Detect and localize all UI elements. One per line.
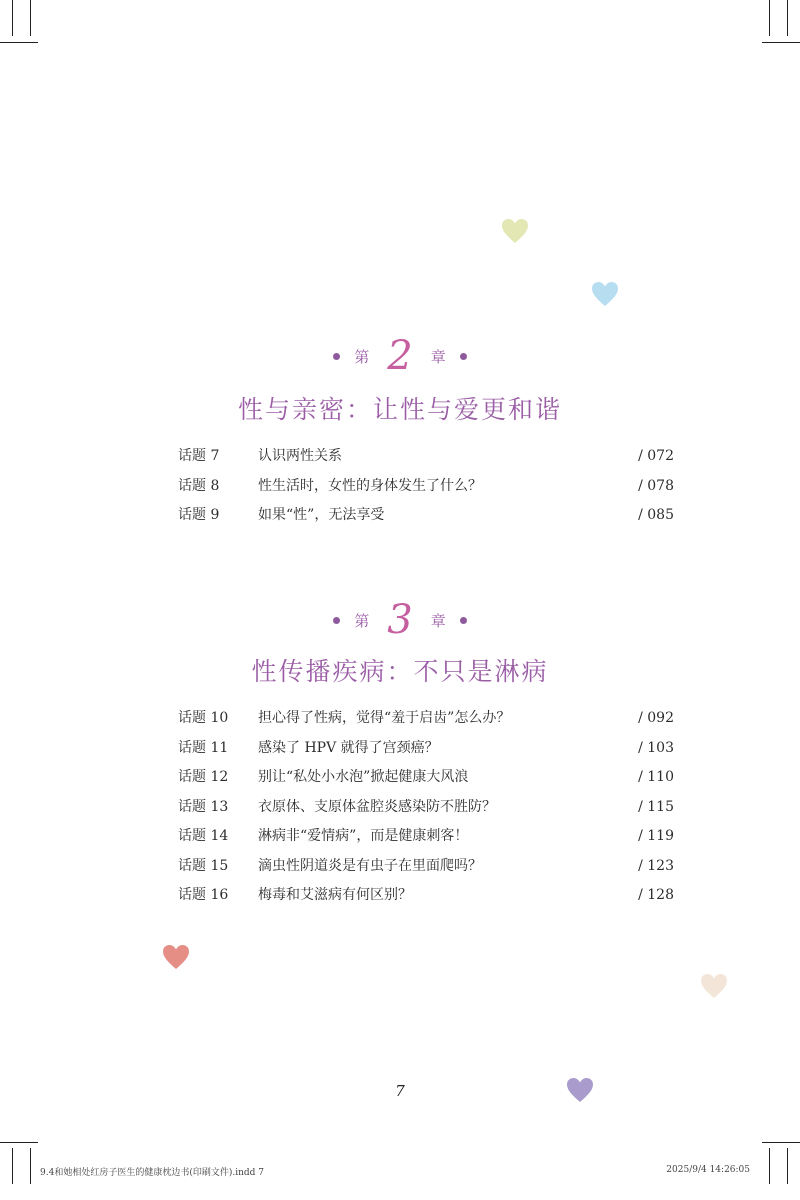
page-ref: / 119 (638, 828, 674, 844)
page-ref: / 092 (638, 710, 674, 726)
toc-entry[interactable] (178, 822, 674, 852)
topic-title: 别让“私处小水泡”掀起健康大风浪 (258, 769, 469, 785)
crop-mark-bottom-right-v2 (787, 1148, 788, 1184)
toc-entry[interactable] (178, 501, 674, 531)
footer-file-info: 9.4和她相处红房子医生的健康枕边书(印刷文件).indd 7 (40, 1168, 264, 1178)
bullet-dot (460, 353, 467, 360)
chapter-number: 2 (387, 333, 413, 379)
crop-mark-bottom-right-h (762, 1142, 800, 1143)
toc-entry[interactable] (178, 881, 674, 911)
bullet-dot (333, 353, 340, 360)
toc-entry[interactable] (178, 734, 674, 764)
crop-mark-bottom-left-v2 (30, 1148, 31, 1184)
crop-mark-top-right-h (762, 42, 800, 43)
topic-title: 认识两性关系 (258, 448, 342, 464)
page-ref: / 110 (638, 769, 674, 785)
chapter-heading (0, 597, 800, 643)
bullet-dot (460, 617, 467, 624)
crop-mark-bottom-left-h (0, 1142, 38, 1143)
topic-title: 衣原体、支原体盆腔炎感染防不胜防？ (258, 798, 496, 815)
topic-title: 如果“性”，无法享受 (258, 507, 385, 523)
topic-label: 话题 9 (178, 507, 220, 523)
topic-label: 话题 13 (178, 798, 229, 815)
toc-entry[interactable] (178, 704, 674, 734)
topic-label: 话题 14 (178, 828, 229, 844)
page-ref: / 072 (638, 448, 674, 464)
topic-title: 淋病非“爱情病”，而是健康刺客！ (258, 828, 469, 844)
crop-mark-top-left-v2 (30, 0, 31, 36)
chapter-word-right: 章 (430, 611, 446, 630)
topic-label: 话题 16 (178, 887, 229, 903)
page-ref: / 103 (638, 739, 674, 756)
topic-label: 话题 10 (178, 710, 229, 726)
topic-title: 滴虫性阴道炎是有虫子在里面爬吗？ (258, 857, 482, 874)
topic-label: 话题 12 (178, 769, 229, 785)
bullet-dot (333, 617, 340, 624)
topic-label: 话题 11 (178, 739, 229, 756)
page-ref: / 123 (638, 857, 674, 874)
page-ref: / 078 (638, 477, 674, 494)
topic-label: 话题 15 (178, 857, 229, 874)
chapter-number: 3 (387, 597, 413, 643)
chapter-title: 性与亲密：让性与爱更和谐 (237, 395, 562, 424)
chapter-word-left: 第 (354, 347, 370, 366)
heart-icon (501, 218, 529, 244)
toc-entry[interactable] (178, 472, 674, 502)
page-ref: / 128 (638, 887, 674, 903)
crop-mark-top-right-v1 (769, 0, 770, 36)
toc-entry[interactable] (178, 442, 674, 472)
toc-entry[interactable] (178, 852, 674, 882)
heart-icon (700, 973, 728, 999)
crop-mark-top-left-h (0, 42, 38, 43)
heart-icon (591, 281, 619, 307)
toc-list (178, 704, 674, 911)
crop-mark-top-right-v2 (787, 0, 788, 36)
footer-timestamp: 2025/9/4 14:26:05 (666, 1165, 750, 1175)
topic-title: 担心得了性病，觉得“羞于启齿”怎么办？ (258, 710, 511, 726)
crop-mark-bottom-right-v1 (769, 1148, 770, 1184)
chapter-word-left: 第 (354, 611, 370, 630)
page-number: 7 (395, 1082, 405, 1100)
topic-title: 性生活时，女性的身体发生了什么？ (258, 477, 482, 494)
chapter-heading (0, 333, 800, 379)
page-ref: / 085 (638, 507, 674, 523)
topic-label: 话题 7 (178, 448, 220, 464)
chapter-title: 性传播疾病：不只是淋病 (251, 657, 549, 686)
chapter-word-right: 章 (430, 347, 446, 366)
topic-title: 梅毒和艾滋病有何区别？ (258, 887, 412, 903)
toc-list (178, 442, 674, 531)
toc-entry[interactable] (178, 793, 674, 823)
topic-label: 话题 8 (178, 477, 220, 494)
crop-mark-top-left-v1 (12, 0, 13, 36)
page-ref: / 115 (638, 798, 674, 815)
topic-title: 感染了 HPV 就得了宫颈癌？ (258, 739, 439, 756)
toc-entry[interactable] (178, 763, 674, 793)
heart-icon (162, 944, 190, 970)
crop-mark-bottom-left-v1 (12, 1148, 13, 1184)
